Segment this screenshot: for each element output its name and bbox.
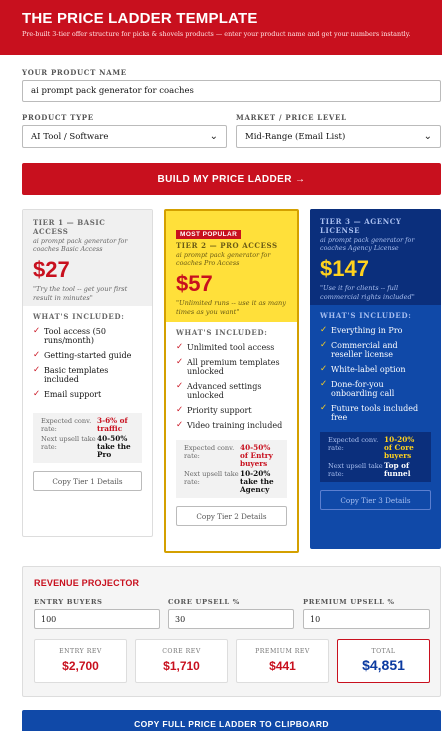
feature-item: ✓ Basic templates included [33,365,109,384]
tier-quote: "Use it for clients -- full commercial rights included" [320,284,415,301]
check-icon: ✓ [33,350,41,360]
upsell-label: Next upsell take rate: [328,462,383,478]
whats-included-heading: WHAT'S INCLUDED: [320,311,412,320]
core-rev-value: $1,710 [163,659,200,673]
upsell-value: 40-50% take the Pro [97,434,131,459]
tier-quote: "Unlimited runs -- use it as many times as you want" [176,299,287,316]
whats-included-heading: WHAT'S INCLUDED: [33,312,125,321]
product-name-input[interactable]: ai prompt pack generator for coaches [22,80,441,102]
tier-stats [33,413,142,463]
tier-price: $57 [176,271,213,296]
tier-price: $27 [33,257,70,282]
core-upsell-label: CORE UPSELL % [168,598,240,606]
core-upsell-input[interactable]: 30 [168,609,294,629]
tier-card-pro [164,209,299,553]
entry-buyers-label: ENTRY BUYERS [34,598,103,606]
page-title: THE PRICE LADDER TEMPLATE [22,10,258,27]
revenue-projector [22,566,441,697]
page-header [0,0,442,55]
whats-included-heading: WHAT'S INCLUDED: [176,328,268,337]
product-type-select[interactable] [22,125,227,148]
build-price-ladder-button[interactable]: BUILD MY PRICE LADDER → [22,163,441,195]
feature-item: ✓ Everything in Pro [320,325,403,335]
feature-item: ✓ Tool access (50 runs/month) [33,326,106,345]
conv-rate-label: Expected conv. rate: [41,417,92,433]
conv-rate-value: 10-20% of Core buyers [384,435,415,460]
feature-item: ✓ Email support [33,389,102,399]
conv-rate-value: 40-50% of Entry buyers [240,443,273,468]
entry-rev-value: $2,700 [62,659,99,673]
tier-description: ai prompt pack generator for coaches Pro Access [176,251,271,267]
check-icon: ✓ [320,403,328,413]
feature-item: ✓ Priority support [176,405,252,415]
market-value: Mid-Range (Email List) [245,131,346,142]
feature-item: ✓ Getting-started guide [33,350,132,360]
feature-item: ✓ Future tools included free [320,403,419,422]
chevron-down-icon: ⌄ [423,131,432,142]
feature-item: ✓ Unlimited tool access [176,342,275,352]
product-type-label: PRODUCT TYPE [22,113,94,122]
entry-rev-label: ENTRY REV [59,648,102,655]
check-icon: ✓ [33,389,41,399]
copy-full-ladder-button[interactable]: COPY FULL PRICE LADDER TO CLIPBOARD [22,710,441,731]
tier-card-agency [310,209,441,549]
check-icon: ✓ [33,365,41,375]
market-label: MARKET / PRICE LEVEL [236,113,347,122]
premium-rev-label: PREMIUM REV [255,648,310,655]
market-select[interactable] [236,125,441,148]
tier-description: ai prompt pack generator for coaches Agency License [320,236,415,252]
upsell-value: 10-20% take the Agency [240,469,274,494]
page-subtitle: Pre-built 3-tier offer structure for picks & shovels products — enter your product name and get your numbers instantly. [22,30,411,38]
copy-tier-3-button[interactable]: Copy Tier 3 Details [320,490,431,510]
copy-tier-2-button[interactable]: Copy Tier 2 Details [176,506,287,526]
tier-header [23,210,152,306]
feature-item: ✓ Done-for-you onboarding call [320,379,395,398]
feature-item: ✓ Video training included [176,420,283,430]
upsell-label: Next upsell take rate: [184,470,239,486]
product-name-label: YOUR PRODUCT NAME [22,68,127,77]
tier-name: TIER 1 — BASIC ACCESS [33,218,106,236]
tier-name: TIER 3 — AGENCY LICENSE [320,217,402,235]
tier-name: TIER 2 — PRO ACCESS [176,241,278,250]
premium-rev-box [236,639,329,683]
tier-description: ai prompt pack generator for coaches Basic Access [33,237,128,253]
check-icon: ✓ [176,405,184,415]
check-icon: ✓ [320,379,328,389]
premium-upsell-label: PREMIUM UPSELL % [303,598,395,606]
chevron-down-icon: ⌄ [209,131,218,142]
tier-stats [176,440,287,498]
feature-item: ✓ White-label option [320,364,406,374]
most-popular-badge: MOST POPULAR [176,230,241,239]
revenue-projector-title: REVENUE PROJECTOR [34,578,140,588]
total-rev-label: TOTAL [371,648,396,655]
check-icon: ✓ [176,357,184,367]
premium-rev-value: $441 [269,659,296,673]
conv-rate-value: 3-6% of traffic [97,416,128,433]
check-icon: ✓ [320,364,328,374]
product-type-value: AI Tool / Software [31,131,109,142]
upsell-value: Top of funnel [384,461,411,478]
feature-item: ✓ All premium templates unlocked [176,357,280,376]
core-rev-label: CORE REV [162,648,201,655]
check-icon: ✓ [176,342,184,352]
tier-header [310,209,441,305]
check-icon: ✓ [176,381,184,391]
tier-card-basic [22,209,153,537]
core-rev-box [135,639,228,683]
conv-rate-label: Expected conv. rate: [328,436,379,452]
check-icon: ✓ [320,325,328,335]
copy-tier-1-button[interactable]: Copy Tier 1 Details [33,471,142,491]
tier-header [166,211,297,322]
feature-item: ✓ Commercial and reseller license [320,340,398,359]
tier-stats [320,432,431,482]
total-rev-value: $4,851 [362,657,405,673]
feature-item: ✓ Advanced settings unlocked [176,381,262,400]
tier-quote: "Try the tool -- get your first result in minutes" [33,285,128,302]
upsell-label: Next upsell take rate: [41,435,96,451]
check-icon: ✓ [176,420,184,430]
premium-upsell-input[interactable]: 10 [303,609,430,629]
total-rev-box [337,639,430,683]
check-icon: ✓ [33,326,41,336]
conv-rate-label: Expected conv. rate: [184,444,235,460]
entry-rev-box [34,639,127,683]
tier-price: $147 [320,256,369,281]
entry-buyers-input[interactable]: 100 [34,609,160,629]
check-icon: ✓ [320,340,328,350]
